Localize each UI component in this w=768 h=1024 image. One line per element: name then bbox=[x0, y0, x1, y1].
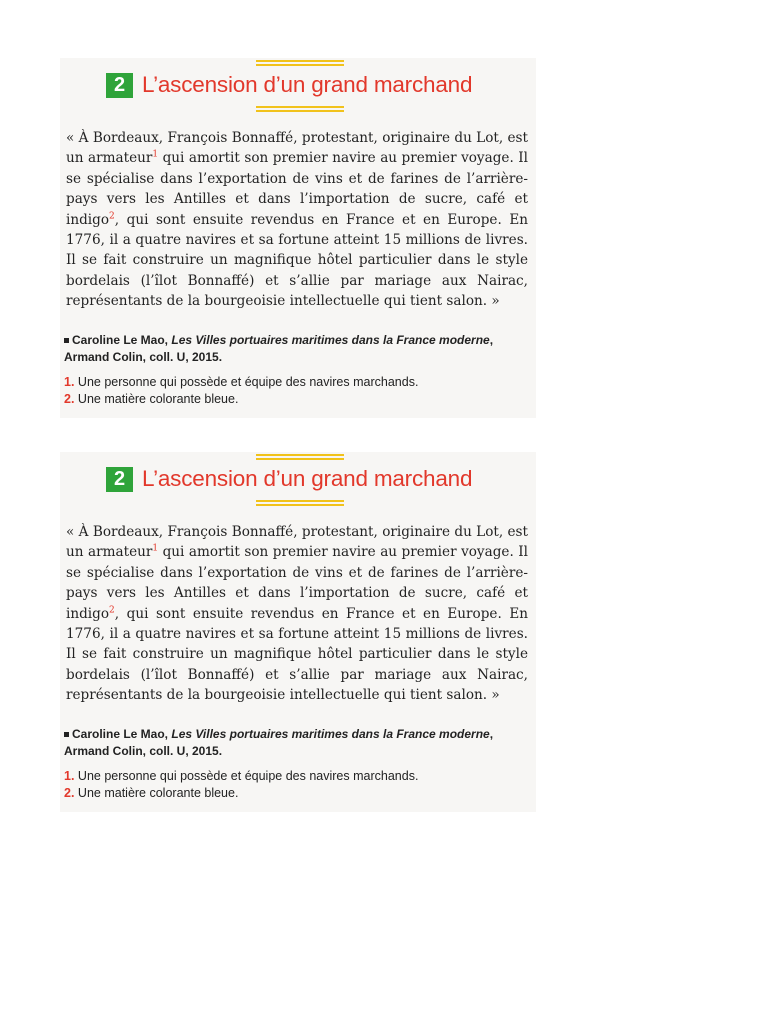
document-title: L’ascension d’un grand marchand bbox=[142, 466, 473, 491]
source-publisher: , Armand Colin, coll. U, 2015. bbox=[64, 333, 494, 364]
footnote-text: Une personne qui possède et équipe des navires marchands. bbox=[77, 375, 419, 389]
source-author: Caroline Le Mao, bbox=[72, 727, 172, 741]
footnote-item bbox=[64, 785, 524, 802]
quote-text-part-2: qui amortit son premier navire au premier voyage. Il se spécialise dans l’exportation de vins et de farines de l’arrière-pays vers les Antilles et dans l’importation de sucre, café et indigo bbox=[66, 150, 528, 228]
title-rule-bottom bbox=[256, 500, 344, 506]
footnote-ref-1: 1 bbox=[152, 543, 159, 554]
quote-text-part-3: , qui sont ensuite revendus en France et en Europe. En 1776, il a quatre navires et sa fortune atteint 15 millions de livres. Il se fait construire un magnifique hôtel particulier dans le style bordelais (l’îlot Bonnaffé) et s’allie par mariage aux Nairac, représentants de la bourgeoisie intellectuelle qui tient salon. » bbox=[66, 211, 528, 310]
document-card-1 bbox=[60, 58, 536, 418]
footnote-item bbox=[64, 391, 524, 408]
bullet-square-icon bbox=[64, 338, 69, 343]
footnote-item bbox=[64, 768, 524, 785]
title-rule-bottom bbox=[256, 106, 344, 112]
document-number-badge: 2 bbox=[106, 73, 133, 98]
source-book-title: Les Villes portuaires maritimes dans la France moderne bbox=[171, 333, 490, 347]
footnote-number: 1. bbox=[64, 375, 75, 389]
quote-paragraph bbox=[66, 522, 528, 706]
footnote-number: 1. bbox=[64, 769, 75, 783]
title-rule-top bbox=[256, 60, 344, 66]
document-title: L’ascension d’un grand marchand bbox=[142, 72, 473, 97]
footnote-ref-2: 2 bbox=[109, 605, 115, 616]
quote-text-part-1: « À Bordeaux, François Bonnaffé, protestant, originaire du Lot, est un armateur bbox=[66, 130, 528, 167]
document-header bbox=[106, 466, 472, 492]
footnote-number: 2. bbox=[64, 392, 75, 406]
footnote-text: Une matière colorante bleue. bbox=[77, 392, 239, 406]
footnote-text: Une matière colorante bleue. bbox=[77, 786, 239, 800]
source-publisher: , Armand Colin, coll. U, 2015. bbox=[64, 727, 494, 758]
document-card-2 bbox=[60, 452, 536, 812]
source-citation bbox=[64, 332, 524, 366]
quote-text-part-1: « À Bordeaux, François Bonnaffé, protestant, originaire du Lot, est un armateur bbox=[66, 524, 528, 561]
bullet-square-icon bbox=[64, 732, 69, 737]
quote-text-part-3: , qui sont ensuite revendus en France et en Europe. En 1776, il a quatre navires et sa fortune atteint 15 millions de livres. Il se fait construire un magnifique hôtel particulier dans le style bordelais (l’îlot Bonnaffé) et s’allie par mariage aux Nairac, représentants de la bourgeoisie intellectuelle qui tient salon. » bbox=[66, 605, 528, 704]
footnote-number: 2. bbox=[64, 786, 75, 800]
quote-text-part-2: qui amortit son premier navire au premier voyage. Il se spécialise dans l’exportation de vins et de farines de l’arrière-pays vers les Antilles et dans l’importation de sucre, café et indigo bbox=[66, 544, 528, 622]
source-citation bbox=[64, 726, 524, 760]
quote-paragraph bbox=[66, 128, 528, 312]
footnote-ref-1: 1 bbox=[152, 149, 159, 160]
footnote-text: Une personne qui possède et équipe des navires marchands. bbox=[77, 769, 419, 783]
footnote-item bbox=[64, 374, 524, 391]
footnotes-list bbox=[64, 768, 524, 802]
source-author: Caroline Le Mao, bbox=[72, 333, 172, 347]
source-book-title: Les Villes portuaires maritimes dans la France moderne bbox=[171, 727, 490, 741]
footnote-ref-2: 2 bbox=[109, 211, 115, 222]
title-rule-top bbox=[256, 454, 344, 460]
document-header bbox=[106, 72, 472, 98]
footnotes-list bbox=[64, 374, 524, 408]
document-number-badge: 2 bbox=[106, 467, 133, 492]
